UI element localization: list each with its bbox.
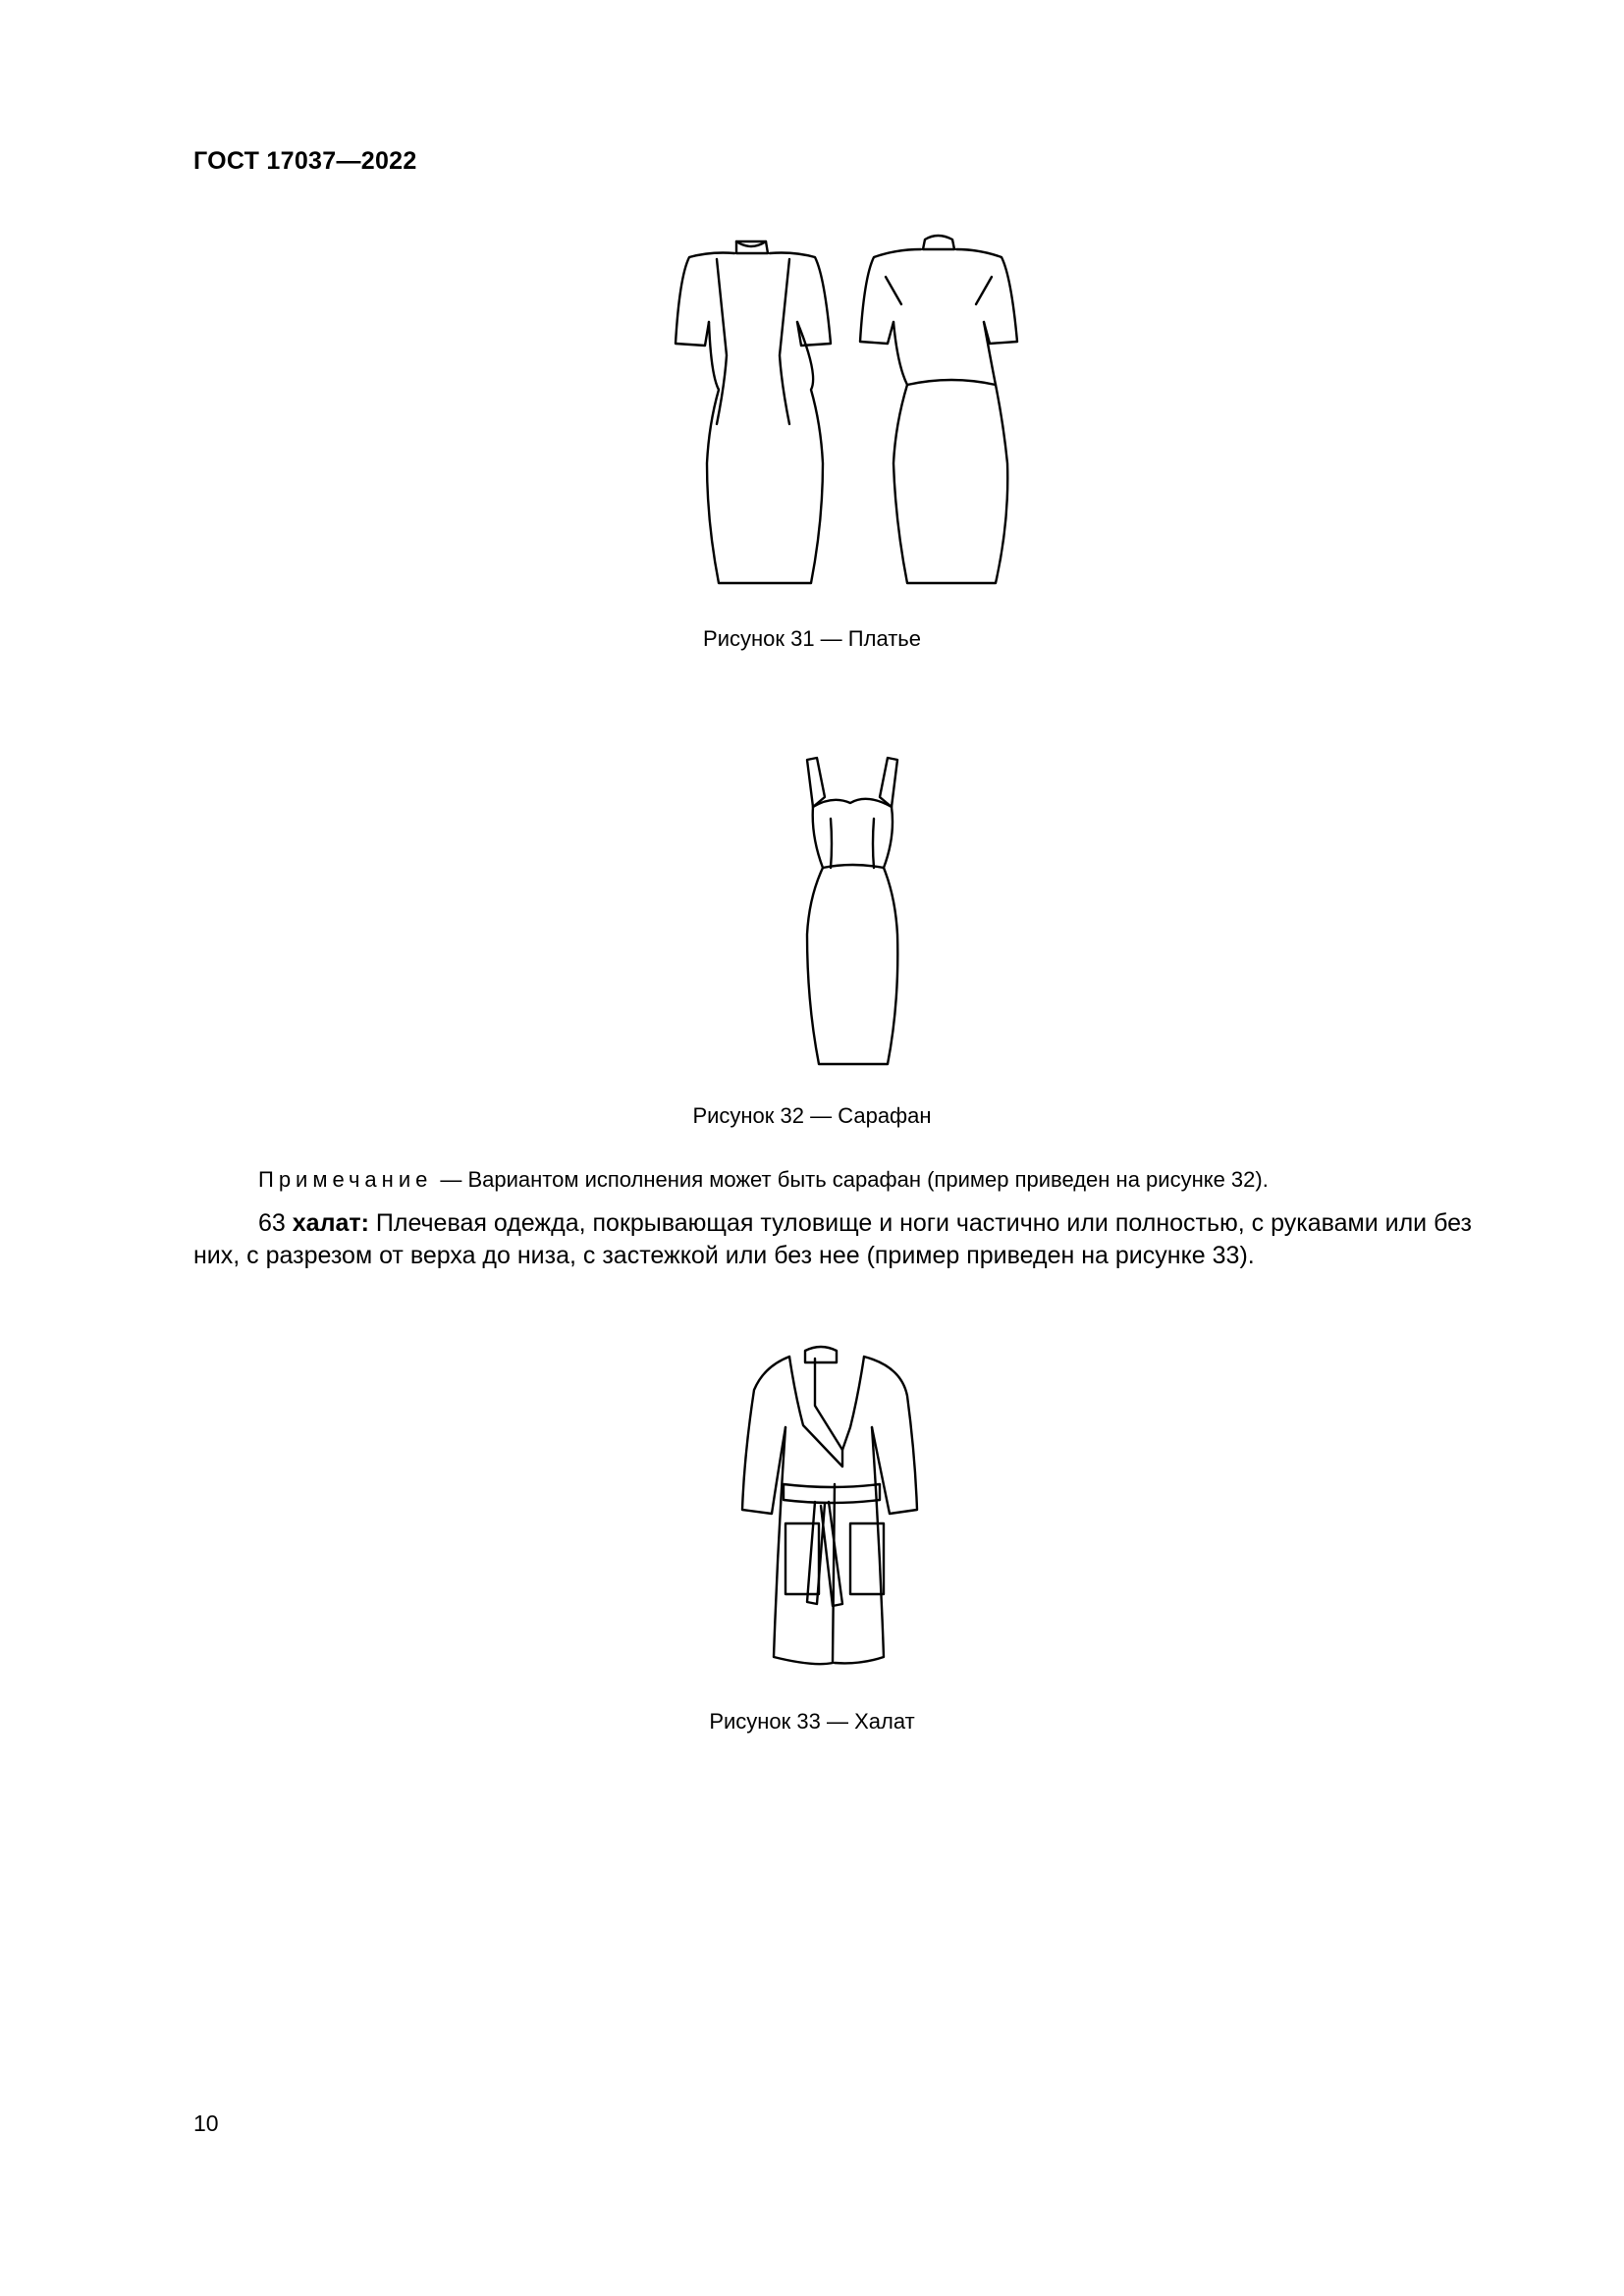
term-name: халат:	[292, 1209, 369, 1237]
figure-33-caption: Рисунок 33 — Халат	[709, 1709, 915, 1734]
note-text: — Вариантом исполнения может быть сарафан (пример приведен на рисунке 32).	[440, 1167, 1269, 1192]
term-definition	[193, 1207, 1480, 1272]
page-number: 10	[193, 2110, 219, 2136]
term-text: Плечевая одежда, покрывающая туловище и ноги частично или полностью, с рукавами или без них, с разрезом от верха до низа, с застежкой или без нее (пример приведен на рисунке 33).	[193, 1209, 1472, 1269]
document-header: ГОСТ 17037—2022	[193, 147, 417, 175]
dress-front-illustration	[676, 241, 831, 583]
figure-32-drawing	[793, 748, 921, 1072]
figure-31-caption: Рисунок 31 — Платье	[703, 626, 921, 651]
note	[258, 1167, 1269, 1193]
term-number: 63	[258, 1209, 286, 1237]
figure-31-drawing	[668, 228, 1060, 591]
dress-back-illustration	[860, 236, 1017, 583]
figure-32-caption: Рисунок 32 — Сарафан	[692, 1103, 932, 1128]
figure-33-drawing	[734, 1337, 950, 1681]
note-label: Примечание	[258, 1167, 433, 1192]
